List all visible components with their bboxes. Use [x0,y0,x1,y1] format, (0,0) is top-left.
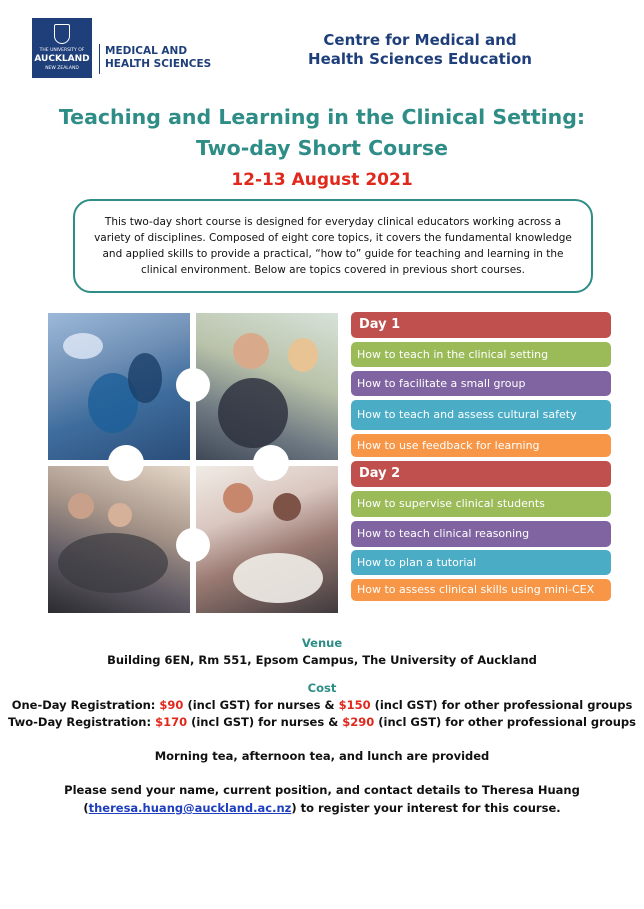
day-2-topic-4: How to assess clinical skills using mini-CEX [351,579,611,601]
logo-line-1: THE UNIVERSITY OF [39,48,85,53]
workshop-photo [48,463,193,613]
day-1-header: Day 1 [351,312,611,338]
day-2-header: Day 2 [351,461,611,487]
intro-text: This two-day short course is designed for everyday clinical educators working across a variety of disciplines. Composed of eight core topics, it covers the fundamental knowledge and applied skills to provide a practical, “how to” guide for teaching and learning in the clinical environment. Below are topics covered in previous short courses. [94,216,572,276]
cost-label: Cost [307,681,337,695]
one-day-price-nurses: $90 [159,698,184,712]
day-2-topic-2: How to teach clinical reasoning [351,521,611,547]
two-day-mid: (incl GST) for nurses & [187,715,343,729]
day-2-topic-3: How to plan a tutorial [351,550,611,575]
crest-icon [54,24,70,44]
university-logo [32,18,92,78]
puzzle-knob [253,445,289,481]
day-1-topic-2: How to facilitate a small group [351,371,611,396]
venue-text: Building 6EN, Rm 551, Epsom Campus, The University of Auckland [107,653,537,667]
day-1-topic-3: How to teach and assess cultural safety [351,400,611,430]
course-title-line-2: Two-day Short Course [195,136,449,160]
one-day-prefix: One-Day Registration: [11,698,160,712]
contact-close-text: ) to register your interest for this course. [291,801,561,815]
two-day-prefix: Two-Day Registration: [8,715,156,729]
one-day-price-other: $150 [338,698,371,712]
puzzle-knob [108,445,144,481]
logo-line-2: AUCKLAND [34,54,90,64]
logo-line-3: NEW ZEALAND [45,66,79,71]
contact-open-paren: ( [83,801,89,815]
centre-line-1: Centre for Medical and [323,31,517,49]
course-title-line-1: Teaching and Learning in the Clinical Setting: [58,105,586,129]
one-day-suffix: (incl GST) for other professional groups [370,698,633,712]
contact-line-1: Please send your name, current position, and contact details to Theresa Huang [64,783,580,797]
day-1-topic-1: How to teach in the clinical setting [351,342,611,367]
two-day-suffix: (incl GST) for other professional groups [374,715,636,729]
faculty-line-2: HEALTH SCIENCES [105,58,212,70]
intro-box [73,199,593,293]
catering-note: Morning tea, afternoon tea, and lunch are provided [154,749,490,763]
course-title [0,102,644,164]
two-day-price-nurses: $170 [155,715,188,729]
one-day-registration [0,698,644,712]
day-2-topic-1: How to supervise clinical students [351,491,611,517]
logo-divider [99,44,100,74]
venue-label: Venue [301,636,343,650]
two-day-price-other: $290 [342,715,375,729]
puzzle-divider-horizontal [48,460,338,466]
contact-email-link[interactable]: theresa.huang@auckland.ac.nz [88,801,292,815]
centre-line-2: Health Sciences Education [308,50,532,68]
contact-line-2 [0,801,644,815]
photo-collage [48,313,338,613]
puzzle-knob [176,528,210,562]
two-day-registration [0,715,644,729]
centre-name [290,31,550,69]
course-dates: 12-13 August 2021 [231,170,413,190]
day-1-topic-4: How to use feedback for learning [351,434,611,457]
surgery-photo [48,313,193,463]
faculty-line-1: MEDICAL AND [105,45,188,57]
meeting-photo [193,313,338,463]
simulation-photo [193,463,338,613]
one-day-mid: (incl GST) for nurses & [183,698,339,712]
faculty-name [105,45,225,71]
puzzle-knob [176,368,210,402]
